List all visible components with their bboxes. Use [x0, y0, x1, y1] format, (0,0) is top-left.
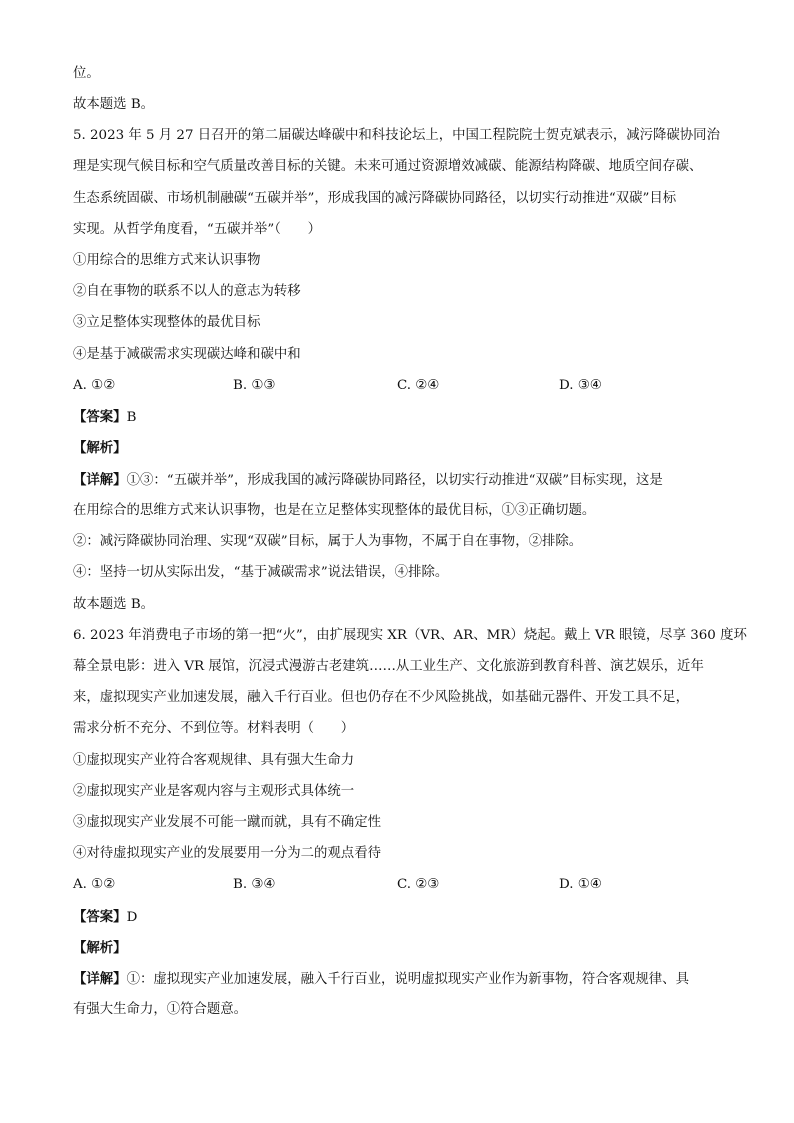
option-a: A. ①②: [73, 877, 116, 892]
statement-item: ①用综合的思维方式来认识事物: [73, 253, 261, 268]
text-line: 生态系统固碳、市场机制融碳“五碳并举”，形成我国的减污降碳协同路径，以切实行动推进“双碳”目标: [73, 191, 677, 206]
option-b: B. ①③: [233, 378, 276, 393]
text-line: 需求分析不充分、不到位等。材料表明（ ）: [73, 721, 355, 736]
text-line: 有强大生命力，①符合题意。: [73, 1002, 248, 1017]
text-line: ②：减污降碳协同治理、实现“双碳”目标，属于人为事物，不属于自在事物，②排除。: [73, 534, 583, 549]
text-line: ④：坚持一切从实际出发，“基于减碳需求”说法错误，④排除。: [73, 565, 449, 580]
text-line: 理是实现气候目标和空气质量改善目标的关键。未来可通过资源增效减碳、能源结构降碳、地质空间存碳、: [73, 159, 703, 174]
statement-item: ②虚拟现实产业是客观内容与主观形式具体统一: [73, 784, 355, 799]
text-line: 来，虚拟现实产业加速发展，融入千行百业。但也仍存在不少风险挑战，如基础元器件、开发工具不足，: [73, 690, 689, 705]
question-5-stem: 5. 2023 年 5 月 27 日召开的第二届碳达峰碳中和科技论坛上，中国工程院院士贺克斌表示，减污降碳协同治: [73, 128, 720, 143]
answer-value: D: [126, 910, 138, 925]
detail-tag: 【详解】: [73, 971, 127, 987]
detail-text: ①③：“五碳并举”，形成我国的减污降碳协同路径，以切实行动推进“双碳”目标实现，这是: [126, 473, 663, 488]
detail-line: [73, 969, 689, 989]
answer-line: [73, 407, 136, 427]
text-line: 幕全景电影：进入 VR 展馆，沉浸式漫游古老建筑……从工业生产、文化旅游到教育科普、演艺娱乐，近年: [73, 659, 704, 674]
text-line: 在用综合的思维方式来认识事物，也是在立足整体实现整体的最优目标，①③正确切题。: [73, 503, 596, 518]
statement-item: ②自在事物的联系不以人的意志为转移: [73, 284, 301, 299]
answer-value: B: [126, 410, 137, 425]
statement-item: ③虚拟现实产业发展不可能一蹴而就，具有不确定性: [73, 815, 381, 830]
option-d: D. ③④: [559, 378, 602, 393]
statement-item: ④对待虚拟现实产业的发展要用一分为二的观点看待: [73, 846, 381, 861]
option-c: C. ②③: [397, 877, 440, 892]
option-b: B. ③④: [233, 877, 276, 892]
analysis-tag: 【解析】: [73, 940, 127, 956]
detail-tag: 【详解】: [73, 472, 127, 488]
text-line: 故本题选 B。: [73, 97, 155, 112]
answer-tag: 【答案】: [73, 409, 127, 425]
text-line: 位。: [73, 66, 100, 81]
question-5-options: [73, 376, 733, 396]
detail-text: ①：虚拟现实产业加速发展，融入千行百业，说明虚拟现实产业作为新事物，符合客观规律、具: [126, 972, 689, 987]
question-6-stem: 6. 2023 年消费电子市场的第一把“火”，由扩展现实 XR（VR、AR、MR）烧起。戴上 VR 眼镜，尽享 360 度环: [73, 628, 747, 643]
analysis-tag: 【解析】: [73, 440, 127, 456]
text-line: 实现。从哲学角度看，“五碳并举”（ ）: [73, 222, 322, 237]
statement-item: ①虚拟现实产业符合客观规律、具有强大生命力: [73, 753, 355, 768]
answer-line: [73, 907, 137, 927]
answer-tag: 【答案】: [73, 909, 127, 925]
statement-item: ③立足整体实现整体的最优目标: [73, 315, 261, 330]
question-6-options: [73, 875, 733, 895]
detail-line: [73, 470, 663, 490]
option-d: D. ①④: [559, 877, 602, 892]
option-c: C. ②④: [397, 378, 440, 393]
text-line: 故本题选 B。: [73, 597, 155, 612]
statement-item: ④是基于减碳需求实现碳达峰和碳中和: [73, 347, 301, 362]
option-a: A. ①②: [73, 378, 116, 393]
